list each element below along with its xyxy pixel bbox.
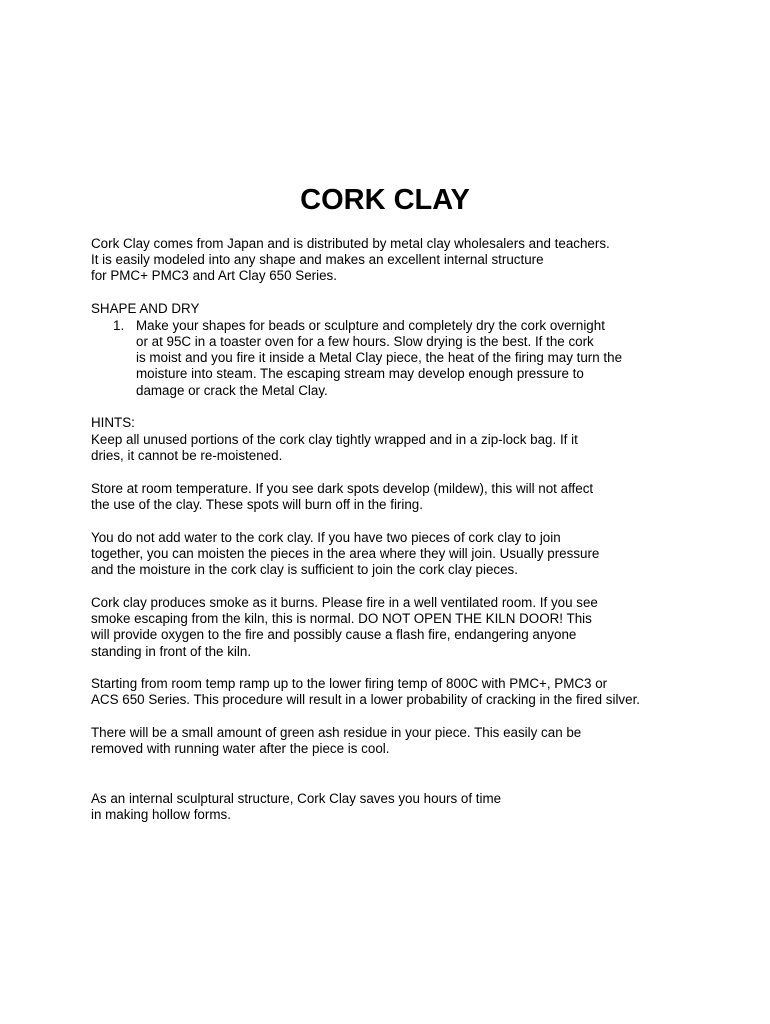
hint-line: removed with running water after the piece is cool. [91, 741, 390, 756]
step-line: is moist and you fire it inside a Metal Clay piece, the heat of the firing may turn the [136, 350, 623, 365]
hint-line: smoke escaping from the kiln, this is normal. DO NOT OPEN THE KILN DOOR! This [91, 611, 592, 626]
hint-line: dries, it cannot be re-moistened. [91, 448, 283, 463]
hint-line: will provide oxygen to the fire and possibly cause a flash fire, endangering anyone [91, 627, 577, 642]
intro-line: It is easily modeled into any shape and makes an excellent internal structure [91, 252, 544, 267]
hint-line: You do not add water to the cork clay. If you have two pieces of cork clay to join [91, 530, 561, 545]
step-line: damage or crack the Metal Clay. [136, 383, 328, 398]
page-title: CORK CLAY [300, 184, 470, 216]
step-number: 1. [113, 318, 125, 333]
step-line: moisture into steam. The escaping stream may develop enough pressure to [136, 366, 584, 381]
hint-line: ACS 650 Series. This procedure will result in a lower probability of cracking in the fired silver. [91, 692, 641, 707]
hint-line: and the moisture in the cork clay is sufficient to join the cork clay pieces. [91, 562, 518, 577]
hints-heading: HINTS: [91, 415, 135, 430]
hint-line: together, you can moisten the pieces in the area where they will join. Usually pressure [91, 546, 600, 561]
shape-and-dry-heading: SHAPE AND DRY [91, 301, 200, 316]
hint-line: There will be a small amount of green ash residue in your piece. This easily can be [91, 725, 582, 740]
hint-line: Cork clay produces smoke as it burns. Please fire in a well ventilated room. If you see [91, 595, 598, 610]
hint-line: standing in front of the kiln. [91, 644, 252, 659]
hint-line: Store at room temperature. If you see dark spots develop (mildew), this will not affect [91, 481, 594, 496]
step-line: or at 95C in a toaster oven for a few hours. Slow drying is the best. If the cork [136, 334, 594, 349]
closing-line: in making hollow forms. [91, 807, 231, 822]
hint-line: the use of the clay. These spots will burn off in the firing. [91, 497, 423, 512]
step-line: Make your shapes for beads or sculpture and completely dry the cork overnight [136, 318, 605, 333]
hint-line: Starting from room temp ramp up to the lower firing temp of 800C with PMC+, PMC3 or [91, 676, 608, 691]
intro-line: Cork Clay comes from Japan and is distributed by metal clay wholesalers and teachers. [91, 236, 610, 251]
hint-line: Keep all unused portions of the cork clay tightly wrapped and in a zip-lock bag. If it [91, 432, 578, 447]
intro-line: for PMC+ PMC3 and Art Clay 650 Series. [91, 268, 337, 283]
closing-line: As an internal sculptural structure, Cork Clay saves you hours of time [91, 791, 502, 806]
